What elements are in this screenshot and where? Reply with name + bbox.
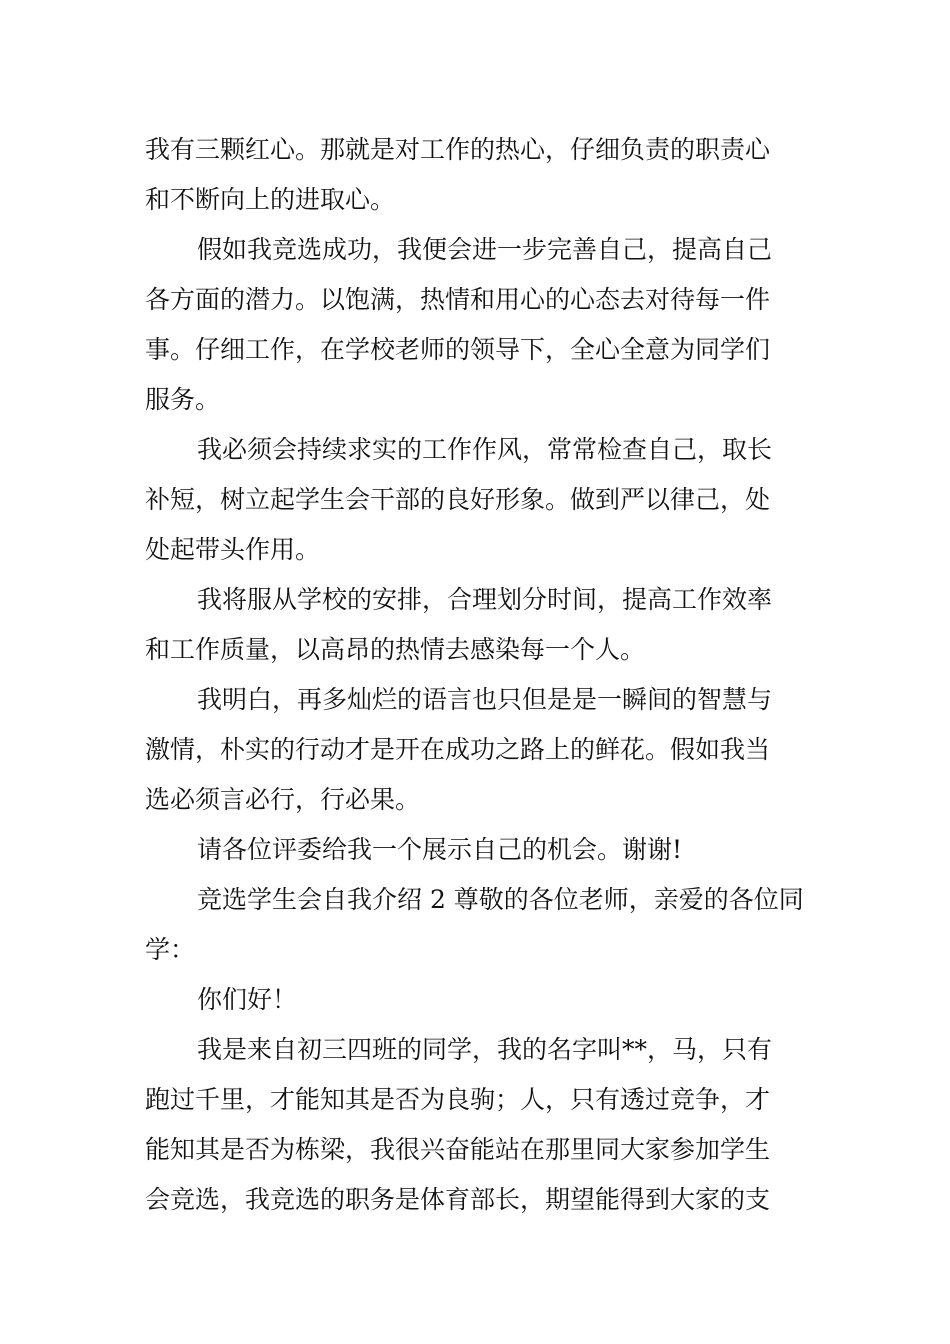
text-line: 能知其是否为栋梁，我很兴奋能站在那里同大家参加学生 xyxy=(145,1135,771,1164)
text-line: 选必须言必行，行必果。 xyxy=(145,785,421,814)
text-line: 会竞选，我竞选的职务是体育部长，期望能得到大家的支 xyxy=(145,1185,771,1214)
text-line: 请各位评委给我一个展示自己的机会。谢谢! xyxy=(197,835,683,864)
text-line: 我有三颗红心。那就是对工作的热心，仔细负责的职责心 xyxy=(145,135,771,164)
text-line: 服务。 xyxy=(145,385,221,414)
text-line: 我将服从学校的安排，合理划分时间，提高工作效率 xyxy=(197,585,773,614)
text-line: 我必须会持续求实的工作作风，常常检查自己，取长 xyxy=(197,435,773,464)
text-line: 各方面的潜力。以饱满，热情和用心的心态去对待每一件 xyxy=(145,285,771,314)
text-line: 和不断向上的进取心。 xyxy=(145,185,396,214)
text-line: 事。仔细工作，在学校老师的领导下，全心全意为同学们 xyxy=(145,335,771,364)
text-line: 补短，树立起学生会干部的良好形象。做到严以律己，处 xyxy=(145,485,771,514)
text-line: 处起带头作用。 xyxy=(145,535,321,564)
text-line: 学： xyxy=(145,935,196,964)
text-line: 跑过千里，才能知其是否为良驹；人，只有透过竞争，才 xyxy=(145,1085,771,1114)
text-line: 我是来自初三四班的同学，我的名字叫**，马，只有 xyxy=(197,1035,773,1064)
text-line: 假如我竞选成功，我便会进一步完善自己，提高自己 xyxy=(197,235,773,264)
text-line: 和工作质量，以高昂的热情去感染每一个人。 xyxy=(145,635,646,664)
text-line: 竞选学生会自我介绍 2 尊敬的各位老师，亲爱的各位同 xyxy=(197,885,804,914)
document-body xyxy=(145,125,810,1225)
text-line: 你们好！ xyxy=(197,985,298,1014)
text-line: 我明白，再多灿烂的语言也只但是是一瞬间的智慧与 xyxy=(197,685,773,714)
text-line: 激情，朴实的行动才是开在成功之路上的鲜花。假如我当 xyxy=(145,735,771,764)
